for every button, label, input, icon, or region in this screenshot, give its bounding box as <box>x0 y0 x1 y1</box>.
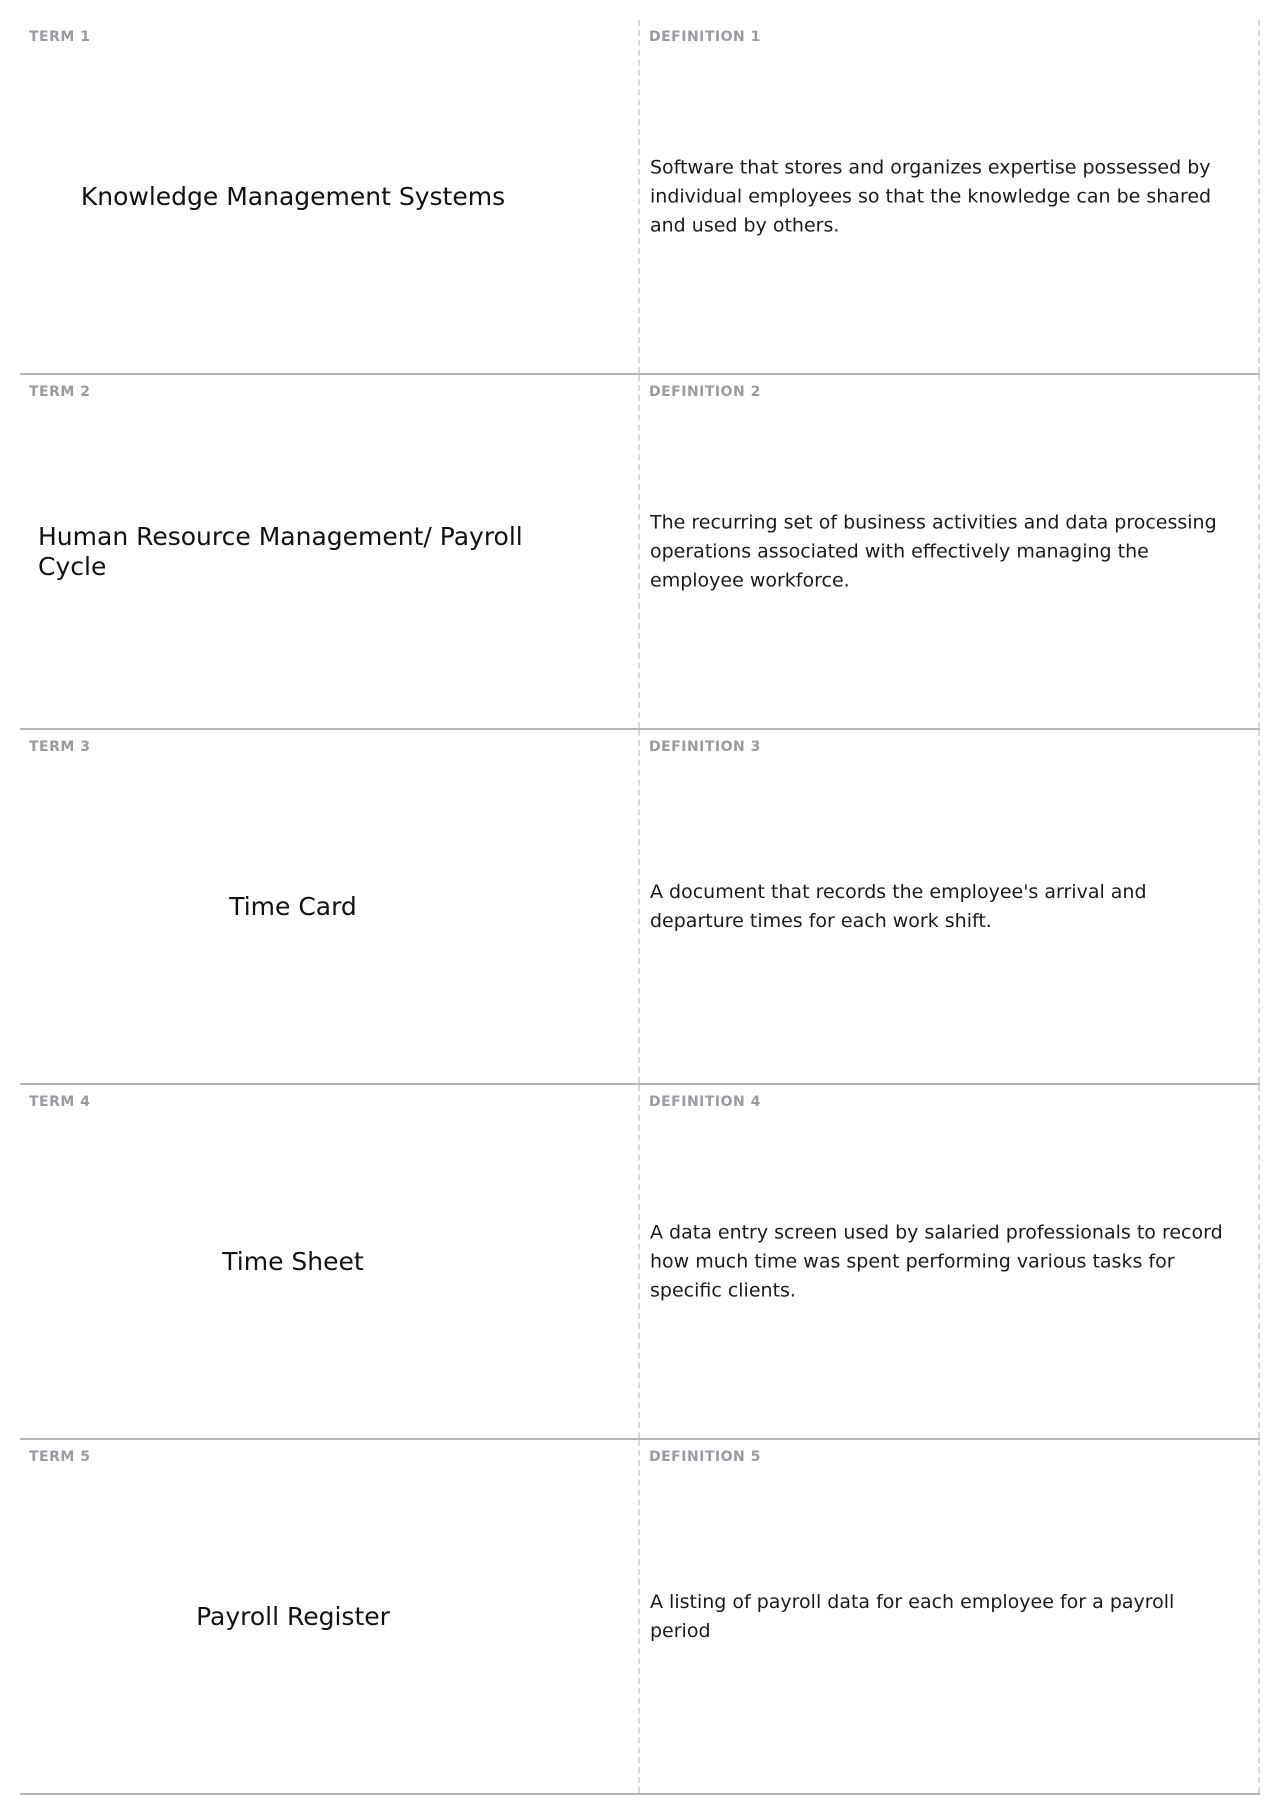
term-cell <box>20 1085 640 1438</box>
definition-cell <box>640 1085 1260 1438</box>
flashcard-row <box>20 730 1260 1085</box>
definition-text: A document that records the employee's arrival and departure times for each work shift. <box>650 880 1147 932</box>
definition-label: DEFINITION 4 <box>649 1094 761 1110</box>
definition-text: A listing of payroll data for each employee for a payroll period <box>650 1590 1175 1642</box>
definition-label: DEFINITION 3 <box>649 739 761 755</box>
flashcard-row <box>20 375 1260 730</box>
definition-text: Software that stores and organizes expertise possessed by individual employees so that the knowledge can be shared and used by others. <box>650 156 1212 236</box>
term-text: Payroll Register <box>196 1601 390 1631</box>
term-cell <box>20 1440 640 1793</box>
term-text: Time Card <box>229 891 357 921</box>
term-label: TERM 2 <box>29 384 91 400</box>
term-cell <box>20 20 640 373</box>
definition-cell <box>640 20 1260 373</box>
term-label: TERM 5 <box>29 1449 91 1465</box>
term-cell <box>20 375 640 728</box>
term-text: Knowledge Management Systems <box>80 181 506 211</box>
definition-label: DEFINITION 1 <box>649 29 761 45</box>
flashcard-row <box>20 1085 1260 1440</box>
term-label: TERM 1 <box>29 29 91 45</box>
term-label: TERM 4 <box>29 1094 91 1110</box>
definition-cell <box>640 375 1260 728</box>
definition-label: DEFINITION 5 <box>649 1449 761 1465</box>
definition-text: A data entry screen used by salaried professionals to record how much time was spent performing various tasks for specific clients. <box>650 1221 1223 1301</box>
definition-cell <box>640 730 1260 1083</box>
flashcard-sheet <box>20 20 1260 1795</box>
definition-cell <box>640 1440 1260 1793</box>
term-text: Human Resource Management/ Payroll Cycle <box>38 521 523 581</box>
definition-text: The recurring set of business activities and data processing operations associated with effectively managing the employee workforce. <box>650 511 1217 591</box>
flashcard-row <box>20 20 1260 375</box>
term-label: TERM 3 <box>29 739 91 755</box>
definition-label: DEFINITION 2 <box>649 384 761 400</box>
term-cell <box>20 730 640 1083</box>
flashcard-row <box>20 1440 1260 1795</box>
term-text: Time Sheet <box>222 1246 364 1276</box>
